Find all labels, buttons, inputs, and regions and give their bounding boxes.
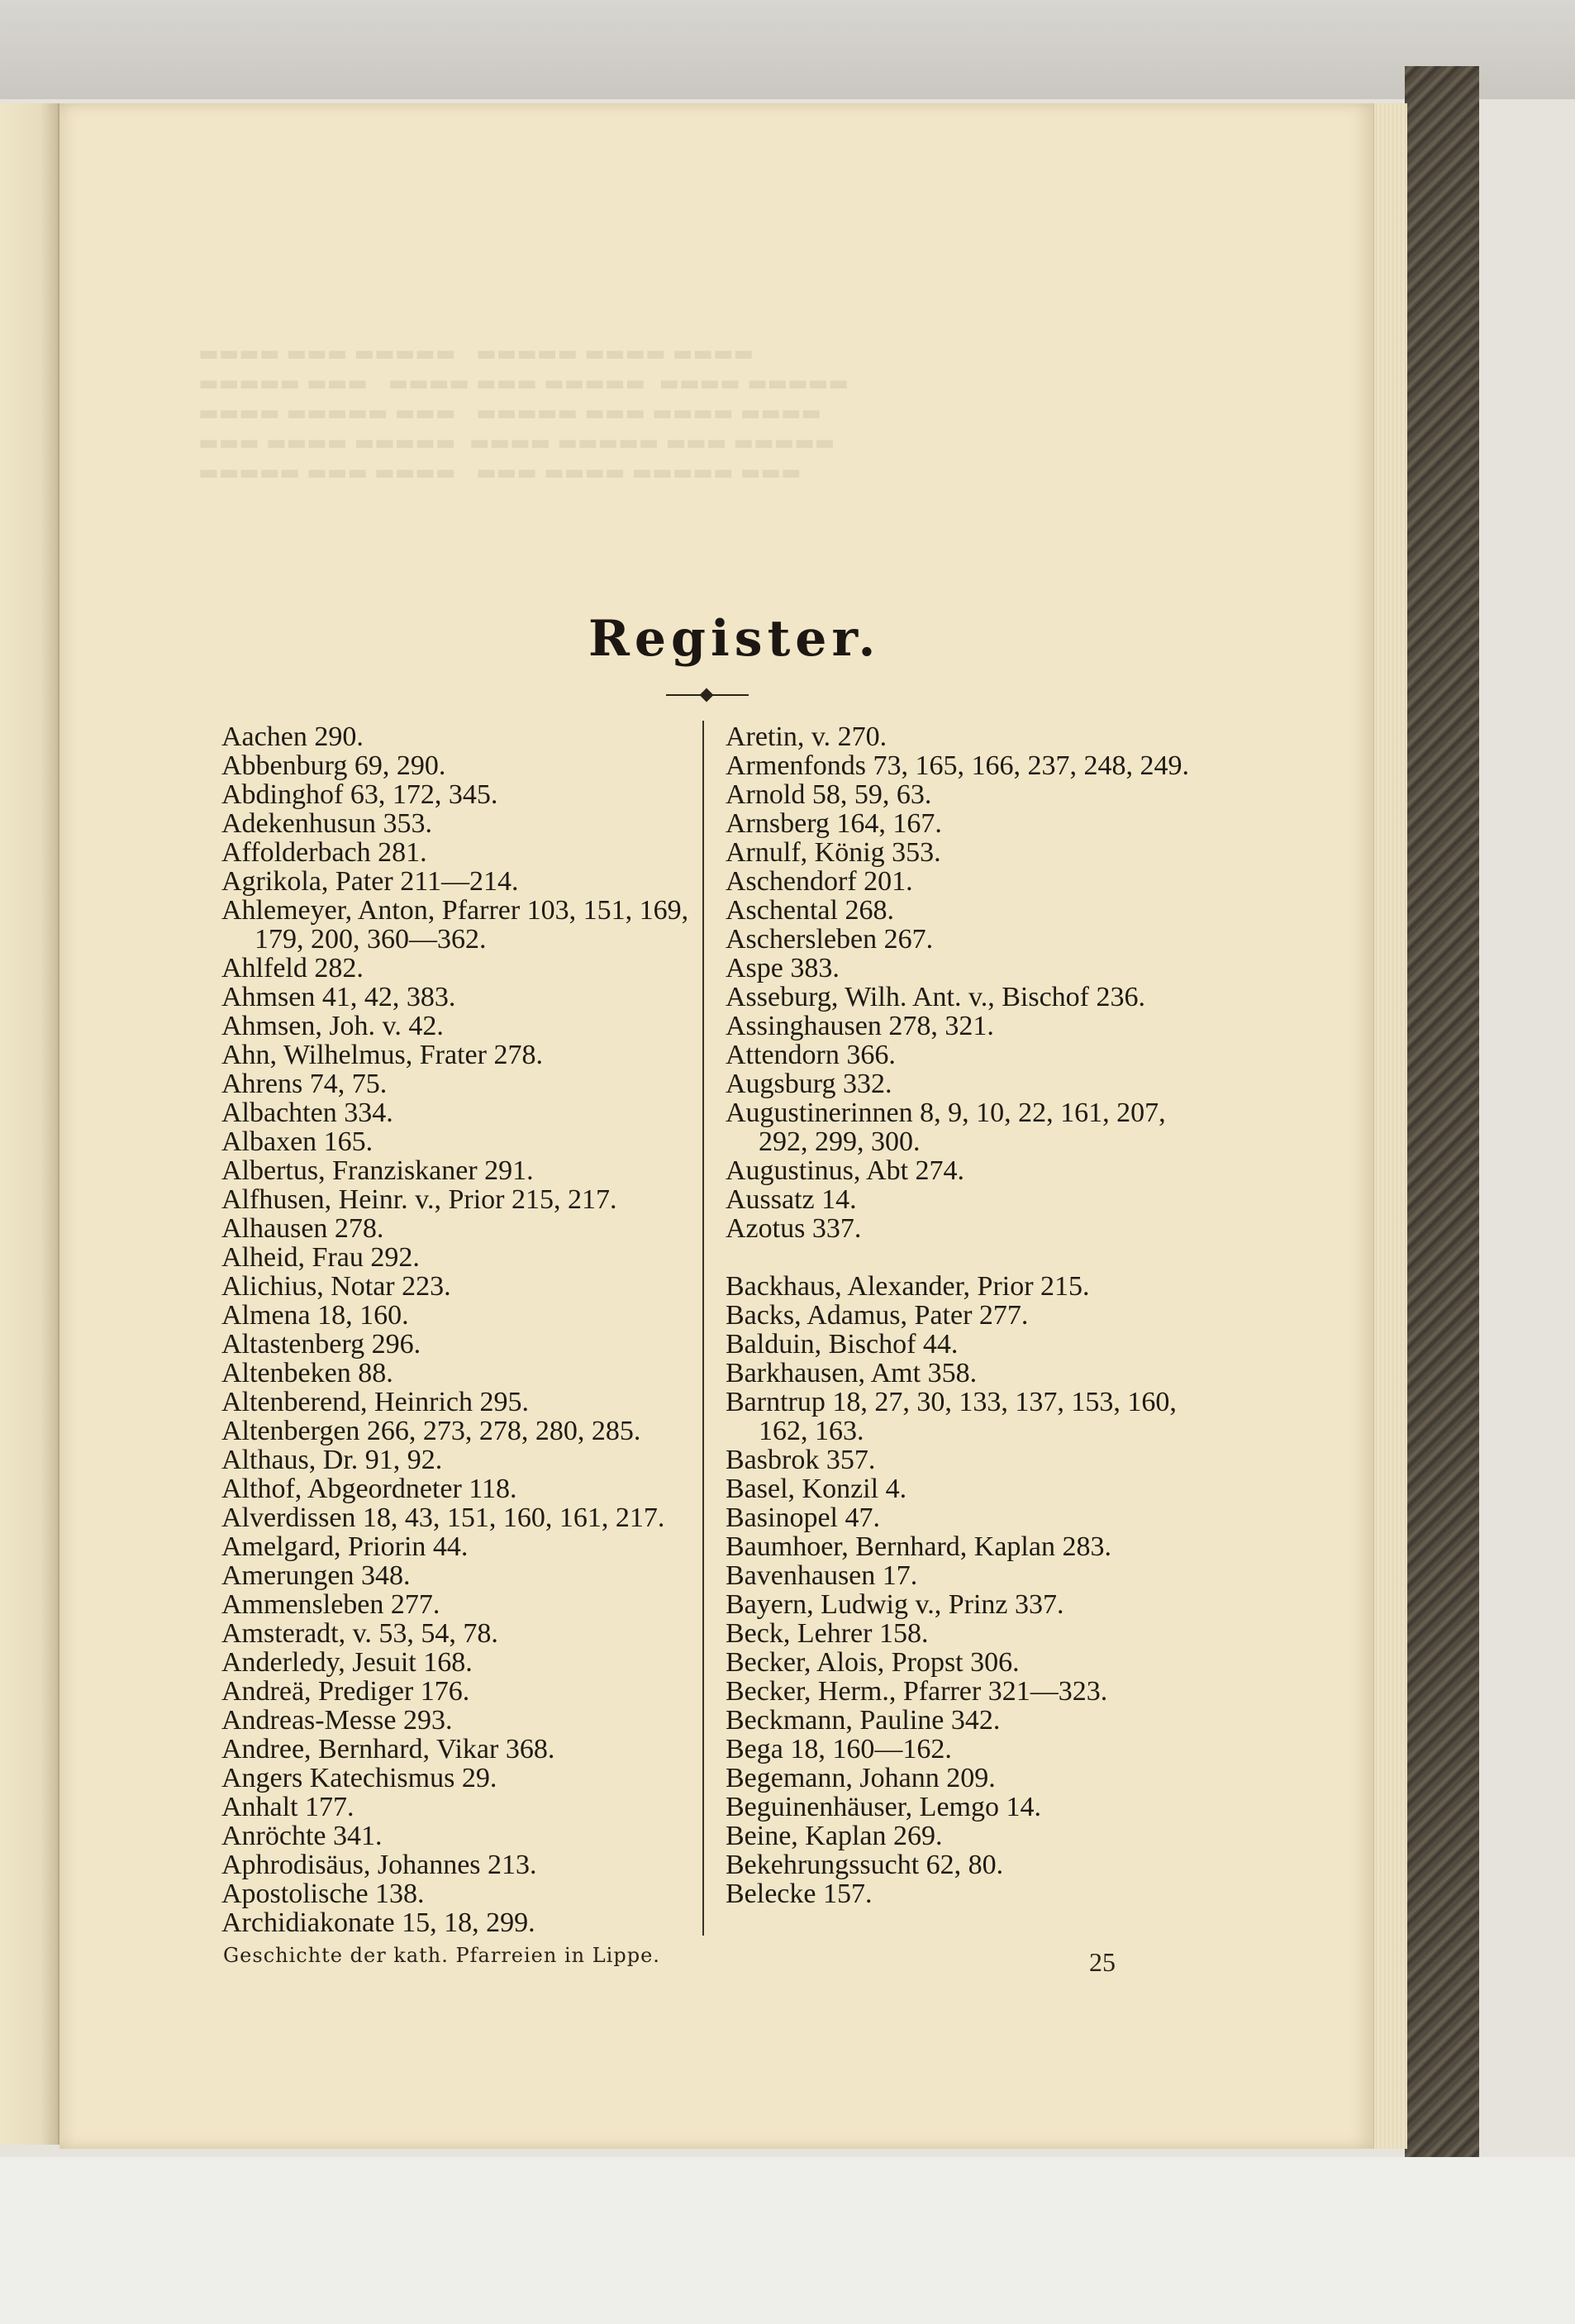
index-entry: Albachten 334. [221, 1098, 393, 1128]
index-entry: Aphrodisäus, Johannes 213. [221, 1850, 537, 1880]
marbled-binding [1405, 66, 1479, 2165]
index-entry: Andreas-Messe 293. [221, 1705, 453, 1736]
index-entry: Bekehrungssucht 62, 80. [726, 1850, 1004, 1880]
index-entry: Becker, Herm., Pfarrer 321—323. [726, 1676, 1108, 1707]
index-entry: Aussatz 14. [726, 1184, 857, 1215]
index-entry: Ammensleben 277. [221, 1589, 440, 1620]
index-column-right [726, 722, 1205, 1908]
footer-note: Geschichte der kath. Pfarreien in Lippe. [223, 1944, 660, 1967]
index-entry: Backs, Adamus, Pater 277. [726, 1300, 1029, 1331]
index-entry: Begemann, Johann 209. [726, 1763, 996, 1793]
index-entry: Aschendorf 201. [726, 866, 913, 897]
index-entry: Alfhusen, Heinr. v., Prior 215, 217. [221, 1184, 617, 1215]
index-entry: Aachen 290. [221, 721, 364, 752]
index-entry: Altastenberg 296. [221, 1329, 421, 1360]
index-entry: Armenfonds 73, 165, 166, 237, 248, 249. [726, 750, 1189, 781]
index-entry: Arnulf, König 353. [726, 837, 941, 868]
index-entry: Andreä, Prediger 176. [221, 1676, 470, 1707]
index-column-left [221, 722, 692, 1937]
index-entry: Bavenhausen 17. [726, 1560, 918, 1591]
index-entry: Attendorn 366. [726, 1040, 896, 1070]
index-entry: Ahlfeld 282. [221, 953, 364, 983]
index-entry: Belecke 157. [726, 1879, 873, 1909]
index-entry: Ahlemeyer, Anton, Pfarrer 103, 151, 169, 179, 200, 360—362. [221, 895, 689, 955]
title-ornament-rule [666, 694, 749, 696]
index-entry: Abbenburg 69, 290. [221, 750, 446, 781]
index-entry: Albaxen 165. [221, 1126, 374, 1157]
left-page-edge [0, 103, 59, 2145]
index-entry: Becker, Alois, Propst 306. [726, 1647, 1020, 1678]
index-entry: Basinopel 47. [726, 1503, 880, 1533]
index-entry: Apostolische 138. [221, 1879, 425, 1909]
index-entry: Basbrok 357. [726, 1445, 876, 1475]
book-cover-bottom [0, 2157, 1575, 2324]
index-entry: Asseburg, Wilh. Ant. v., Bischof 236. [726, 982, 1146, 1012]
page-title: Register. [588, 610, 881, 668]
index-entry: Anhalt 177. [221, 1792, 354, 1822]
index-entry: Augustinus, Abt 274. [726, 1155, 965, 1186]
index-entry: Althaus, Dr. 91, 92. [221, 1445, 443, 1475]
index-entry: Bayern, Ludwig v., Prinz 337. [726, 1589, 1064, 1620]
index-entry: Assinghausen 278, 321. [726, 1011, 994, 1041]
index-entry: Althof, Abgeordneter 118. [221, 1474, 517, 1504]
index-entry: Barntrup 18, 27, 30, 133, 137, 153, 160, 162, 163. [726, 1387, 1177, 1446]
index-entry: Beine, Kaplan 269. [726, 1821, 943, 1851]
index-entry: Balduin, Bischof 44. [726, 1329, 959, 1360]
index-entry: Augustinerinnen 8, 9, 10, 22, 161, 207, 292, 299, 300. [726, 1098, 1166, 1157]
index-entry: Anderledy, Jesuit 168. [221, 1647, 473, 1678]
page-stack-edge [1373, 103, 1407, 2149]
index-entry: Amsteradt, v. 53, 54, 78. [221, 1618, 498, 1649]
index-entry: Azotus 337. [726, 1213, 862, 1244]
index-entry: Alheid, Frau 292. [221, 1242, 420, 1273]
index-entry: Amelgard, Priorin 44. [221, 1531, 469, 1562]
index-entry: Altenberend, Heinrich 295. [221, 1387, 529, 1417]
index-entry: Aspe 383. [726, 953, 840, 983]
page-number: 25 [1089, 1947, 1116, 1977]
book-cover-top [0, 0, 1575, 99]
index-entry: Beckmann, Pauline 342. [726, 1705, 1001, 1736]
index-entry: Aschersleben 267. [726, 924, 934, 955]
index-entry: Arnold 58, 59, 63. [726, 779, 932, 810]
index-entry: Archidiakonate 15, 18, 299. [221, 1907, 535, 1938]
index-entry: Basel, Konzil 4. [726, 1474, 907, 1504]
index-entry: Beck, Lehrer 158. [726, 1618, 929, 1649]
index-entry: Anröchte 341. [221, 1821, 383, 1851]
index-entry: Ahmsen, Joh. v. 42. [221, 1011, 444, 1041]
index-entry: Albertus, Franziskaner 291. [221, 1155, 534, 1186]
index-entry: Augsburg 332. [726, 1069, 892, 1099]
index-entry: Abdinghof 63, 172, 345. [221, 779, 498, 810]
index-entry: Ahn, Wilhelmus, Frater 278. [221, 1040, 543, 1070]
index-entry: Amerungen 348. [221, 1560, 411, 1591]
index-entry: Alhausen 278. [221, 1213, 384, 1244]
column-divider [702, 721, 704, 1936]
index-entry: Baumhoer, Bernhard, Kaplan 283. [726, 1531, 1111, 1562]
index-entry: Aschental 268. [726, 895, 894, 926]
index-entry: Ahmsen 41, 42, 383. [221, 982, 456, 1012]
index-entry: Barkhausen, Amt 358. [726, 1358, 978, 1388]
index-entry: Aretin, v. 270. [726, 721, 887, 752]
index-entry: Adekenhusun 353. [221, 808, 432, 839]
index-entry: Affolderbach 281. [221, 837, 427, 868]
index-entry: Almena 18, 160. [221, 1300, 409, 1331]
index-entry: Agrikola, Pater 211—214. [221, 866, 519, 897]
index-entry: Beguinenhäuser, Lemgo 14. [726, 1792, 1041, 1822]
index-entry: Arnsberg 164, 167. [726, 808, 942, 839]
index-entry: Andree, Bernhard, Vikar 368. [221, 1734, 555, 1764]
index-entry: Bega 18, 160—162. [726, 1734, 952, 1764]
index-entry: Angers Katechismus 29. [221, 1763, 497, 1793]
index-entry: Alverdissen 18, 43, 151, 160, 161, 217. [221, 1503, 665, 1533]
index-entry: Altenbeken 88. [221, 1358, 393, 1388]
index-entry: Ahrens 74, 75. [221, 1069, 388, 1099]
index-entry: Alichius, Notar 223. [221, 1271, 451, 1302]
index-entry: Backhaus, Alexander, Prior 215. [726, 1271, 1090, 1302]
index-entry: Altenbergen 266, 273, 278, 280, 285. [221, 1416, 641, 1446]
